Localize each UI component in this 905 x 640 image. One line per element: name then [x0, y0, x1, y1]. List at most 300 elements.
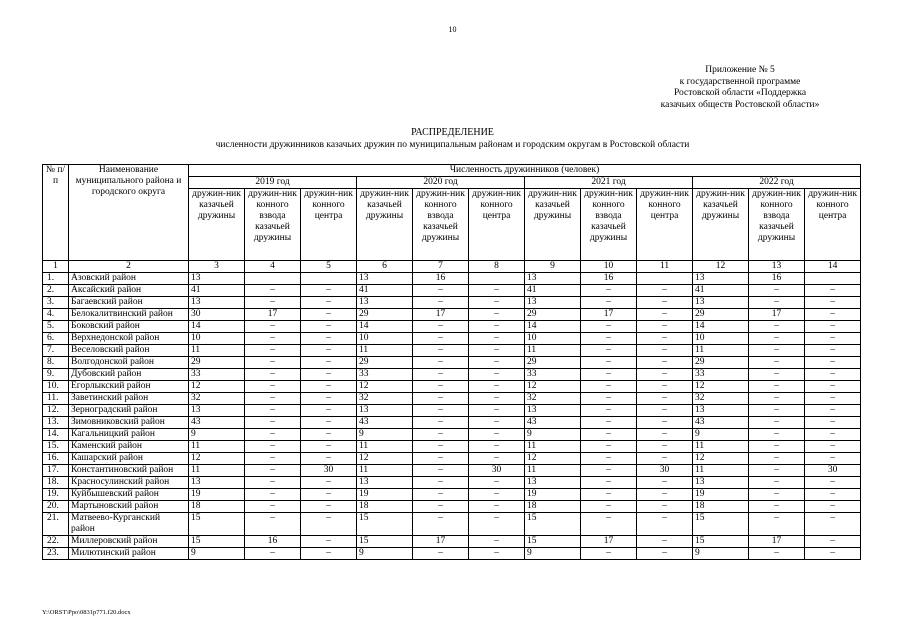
row-value: 19	[693, 489, 749, 501]
row-value: 10	[189, 333, 245, 345]
row-value: 33	[525, 369, 581, 381]
table-row	[43, 548, 861, 560]
row-number: 7.	[43, 345, 69, 357]
row-value: 11	[693, 441, 749, 453]
row-value: –	[301, 357, 357, 369]
row-value: –	[301, 513, 357, 536]
row-value: –	[469, 345, 525, 357]
row-value: –	[637, 345, 693, 357]
row-value: 12	[693, 453, 749, 465]
column-numbering-row	[43, 261, 861, 273]
row-district-name: Зерноградский район	[69, 405, 189, 417]
row-value: –	[637, 513, 693, 536]
row-value: 16	[413, 273, 469, 285]
row-value: 29	[357, 309, 413, 321]
row-value: –	[805, 369, 861, 381]
row-value: 41	[189, 285, 245, 297]
header-year: 2022 год	[693, 177, 861, 189]
row-value: –	[805, 381, 861, 393]
row-value: –	[301, 429, 357, 441]
row-number: 10.	[43, 381, 69, 393]
row-value: 15	[693, 513, 749, 536]
row-value: 12	[525, 453, 581, 465]
row-value: 12	[189, 381, 245, 393]
table-row	[43, 345, 861, 357]
row-value	[637, 273, 693, 285]
row-value: 33	[693, 369, 749, 381]
row-value: –	[413, 369, 469, 381]
row-value: 18	[525, 501, 581, 513]
row-value: –	[413, 333, 469, 345]
row-value: –	[301, 536, 357, 548]
row-number: 22.	[43, 536, 69, 548]
column-number: 13	[749, 261, 805, 273]
row-number: 21.	[43, 513, 69, 536]
row-value: 11	[525, 465, 581, 477]
header-sub: дружин-ник казачьей дружины	[693, 189, 749, 261]
table-row	[43, 536, 861, 548]
row-value: 32	[525, 393, 581, 405]
row-value: 11	[189, 441, 245, 453]
appendix-line: Приложение № 5	[705, 65, 775, 75]
row-value: –	[413, 513, 469, 536]
table-row	[43, 441, 861, 453]
row-value: –	[245, 417, 301, 429]
row-number: 11.	[43, 393, 69, 405]
row-value: –	[749, 513, 805, 536]
row-value: –	[245, 501, 301, 513]
row-value: –	[805, 333, 861, 345]
row-value: –	[749, 369, 805, 381]
row-district-name: Боковский район	[69, 321, 189, 333]
row-value: 13	[189, 405, 245, 417]
table-row	[43, 465, 861, 477]
row-value: –	[413, 489, 469, 501]
row-value: 17	[581, 536, 637, 548]
row-value: –	[805, 501, 861, 513]
row-value: –	[637, 548, 693, 560]
row-value: –	[749, 441, 805, 453]
row-district-name: Милютинский район	[69, 548, 189, 560]
row-value: –	[469, 513, 525, 536]
row-value: 12	[357, 453, 413, 465]
row-value: 30	[805, 465, 861, 477]
row-value: –	[749, 345, 805, 357]
row-value: 11	[357, 465, 413, 477]
row-value: –	[469, 429, 525, 441]
column-number: 7	[413, 261, 469, 273]
row-value: 13	[693, 273, 749, 285]
row-value: 19	[189, 489, 245, 501]
row-value: 32	[189, 393, 245, 405]
row-value: –	[805, 429, 861, 441]
row-value: –	[413, 548, 469, 560]
row-value: –	[245, 357, 301, 369]
column-number: 12	[693, 261, 749, 273]
row-value: –	[413, 285, 469, 297]
row-value: –	[301, 333, 357, 345]
row-value: –	[413, 429, 469, 441]
row-value: 9	[525, 548, 581, 560]
row-value: –	[469, 357, 525, 369]
row-value: –	[805, 548, 861, 560]
row-value: –	[749, 393, 805, 405]
row-value: –	[581, 465, 637, 477]
row-number: 20.	[43, 501, 69, 513]
row-value: 29	[525, 309, 581, 321]
file-path-footer: Y:\ORST\Ppo\0831p771.f20.docx	[42, 609, 131, 616]
column-number: 2	[69, 261, 189, 273]
row-value: –	[805, 417, 861, 429]
row-value: 19	[357, 489, 413, 501]
row-value: 12	[357, 381, 413, 393]
row-value: 29	[693, 309, 749, 321]
appendix-line: Ростовской области «Поддержка	[673, 88, 807, 98]
row-value: 33	[357, 369, 413, 381]
row-value: –	[805, 405, 861, 417]
row-number: 5.	[43, 321, 69, 333]
row-value: 30	[469, 465, 525, 477]
row-value: –	[245, 477, 301, 489]
table-row	[43, 309, 861, 321]
appendix-header	[625, 65, 855, 111]
row-district-name: Заветинский район	[69, 393, 189, 405]
row-value: –	[413, 465, 469, 477]
row-value: –	[469, 453, 525, 465]
row-value: –	[637, 357, 693, 369]
row-value: –	[413, 441, 469, 453]
row-value: –	[245, 441, 301, 453]
column-number: 11	[637, 261, 693, 273]
row-value: –	[581, 333, 637, 345]
row-district-name: Красносулинский район	[69, 477, 189, 489]
row-value: –	[581, 441, 637, 453]
row-number: 12.	[43, 405, 69, 417]
row-value: 15	[189, 513, 245, 536]
row-value: 11	[357, 345, 413, 357]
row-value: –	[301, 453, 357, 465]
table-row	[43, 513, 861, 536]
row-value: 29	[357, 357, 413, 369]
row-value: –	[637, 285, 693, 297]
row-value: –	[805, 453, 861, 465]
row-number: 16.	[43, 453, 69, 465]
row-value: 15	[357, 536, 413, 548]
row-value: –	[301, 477, 357, 489]
row-value: –	[581, 417, 637, 429]
row-value: –	[469, 489, 525, 501]
row-value: –	[581, 489, 637, 501]
row-value: 15	[525, 513, 581, 536]
header-sub: дружин-ник конного центра	[469, 189, 525, 261]
table-row	[43, 381, 861, 393]
row-value: 13	[525, 477, 581, 489]
row-value: 15	[693, 536, 749, 548]
row-value	[805, 273, 861, 285]
row-value: 12	[525, 381, 581, 393]
row-value: –	[637, 297, 693, 309]
row-value: –	[469, 393, 525, 405]
row-value: 16	[749, 273, 805, 285]
row-value: –	[301, 441, 357, 453]
table-body	[43, 261, 861, 560]
row-value: 14	[357, 321, 413, 333]
row-value: –	[805, 393, 861, 405]
header-number: № п/п	[43, 165, 69, 261]
row-value: 43	[525, 417, 581, 429]
header-count: Численность дружинников (человек)	[189, 165, 861, 177]
column-number: 1	[43, 261, 69, 273]
table-row	[43, 417, 861, 429]
row-value: 10	[525, 333, 581, 345]
row-district-name: Дубовский район	[69, 369, 189, 381]
table-row	[43, 273, 861, 285]
row-value: 17	[581, 309, 637, 321]
row-number: 9.	[43, 369, 69, 381]
row-value: –	[805, 345, 861, 357]
row-value: 18	[357, 501, 413, 513]
row-value: 17	[245, 309, 301, 321]
row-value: 16	[581, 273, 637, 285]
row-value: –	[637, 489, 693, 501]
row-value: –	[301, 489, 357, 501]
row-value: –	[637, 501, 693, 513]
row-value: 14	[525, 321, 581, 333]
row-value: 43	[189, 417, 245, 429]
row-district-name: Мартыновский район	[69, 501, 189, 513]
row-value: –	[805, 441, 861, 453]
row-value: –	[301, 405, 357, 417]
row-district-name: Куйбышевский район	[69, 489, 189, 501]
row-value: –	[805, 321, 861, 333]
row-number: 23.	[43, 548, 69, 560]
row-value: –	[749, 501, 805, 513]
row-value: 9	[693, 548, 749, 560]
row-value: 15	[189, 536, 245, 548]
distribution-table	[42, 164, 861, 560]
row-value: 11	[693, 345, 749, 357]
row-number: 1.	[43, 273, 69, 285]
row-value: 13	[357, 477, 413, 489]
row-value: 9	[357, 429, 413, 441]
row-value: –	[413, 393, 469, 405]
row-value: –	[749, 465, 805, 477]
row-value: –	[413, 405, 469, 417]
row-district-name: Кашарский район	[69, 453, 189, 465]
row-value: 17	[749, 536, 805, 548]
row-value: 13	[357, 405, 413, 417]
row-value: –	[245, 381, 301, 393]
row-value: –	[749, 405, 805, 417]
row-value: –	[301, 417, 357, 429]
row-value: –	[413, 345, 469, 357]
row-value: –	[469, 297, 525, 309]
row-value: 29	[693, 357, 749, 369]
header-sub: дружин-ник конного взвода казачьей дружины	[413, 189, 469, 261]
row-value: –	[469, 477, 525, 489]
row-value: 16	[245, 536, 301, 548]
row-value: –	[637, 309, 693, 321]
row-number: 4.	[43, 309, 69, 321]
row-value: –	[469, 536, 525, 548]
row-value: –	[581, 548, 637, 560]
header-name: Наименование муниципального района и городского округа	[69, 165, 189, 261]
row-value: 11	[693, 465, 749, 477]
row-value: –	[749, 548, 805, 560]
row-value: –	[637, 321, 693, 333]
row-district-name: Багаевский район	[69, 297, 189, 309]
row-value: –	[469, 333, 525, 345]
column-number: 3	[189, 261, 245, 273]
row-value: –	[245, 297, 301, 309]
row-value: 29	[525, 357, 581, 369]
row-value: –	[413, 501, 469, 513]
row-value: 29	[189, 357, 245, 369]
column-number: 5	[301, 261, 357, 273]
row-value: 10	[357, 333, 413, 345]
row-value: –	[469, 441, 525, 453]
row-value: –	[749, 297, 805, 309]
row-value: –	[581, 321, 637, 333]
row-number: 2.	[43, 285, 69, 297]
header-sub: дружин-ник казачьей дружины	[525, 189, 581, 261]
row-value: –	[581, 357, 637, 369]
row-number: 17.	[43, 465, 69, 477]
row-value: –	[469, 548, 525, 560]
row-value: 30	[301, 465, 357, 477]
row-value: 13	[525, 273, 581, 285]
row-value: –	[469, 381, 525, 393]
row-value: –	[245, 453, 301, 465]
row-value: –	[637, 417, 693, 429]
row-value: 11	[525, 345, 581, 357]
row-value	[301, 273, 357, 285]
row-value: –	[245, 489, 301, 501]
row-value: 12	[189, 453, 245, 465]
row-value: –	[469, 501, 525, 513]
row-district-name: Волгодонской район	[69, 357, 189, 369]
row-value: –	[245, 405, 301, 417]
table-row	[43, 369, 861, 381]
row-value: –	[581, 381, 637, 393]
row-value: –	[301, 393, 357, 405]
row-value: –	[245, 393, 301, 405]
row-value: 13	[525, 297, 581, 309]
row-value: –	[469, 417, 525, 429]
table-row	[43, 501, 861, 513]
row-value: –	[245, 513, 301, 536]
row-value	[469, 273, 525, 285]
row-value: –	[637, 393, 693, 405]
row-district-name: Каменский район	[69, 441, 189, 453]
table-row	[43, 405, 861, 417]
row-value: –	[245, 345, 301, 357]
row-value: –	[301, 309, 357, 321]
header-year: 2021 год	[525, 177, 693, 189]
header-sub: дружин-ник конного взвода казачьей дружины	[749, 189, 805, 261]
table-row	[43, 477, 861, 489]
row-value: 13	[693, 405, 749, 417]
header-sub: дружин-ник конного взвода казачьей дружины	[245, 189, 301, 261]
row-value: –	[805, 285, 861, 297]
row-value: 19	[525, 489, 581, 501]
table-row	[43, 333, 861, 345]
row-value: –	[749, 477, 805, 489]
row-district-name: Константиновский район	[69, 465, 189, 477]
row-value: –	[581, 285, 637, 297]
row-district-name: Веселовский район	[69, 345, 189, 357]
row-value: 9	[525, 429, 581, 441]
row-value: –	[581, 369, 637, 381]
row-value: 9	[693, 429, 749, 441]
row-value: 13	[525, 405, 581, 417]
row-value: –	[245, 548, 301, 560]
row-value: –	[637, 405, 693, 417]
table-row	[43, 393, 861, 405]
row-value: –	[581, 345, 637, 357]
column-number: 4	[245, 261, 301, 273]
row-value: 32	[693, 393, 749, 405]
row-value: –	[637, 477, 693, 489]
row-value: 13	[189, 297, 245, 309]
row-value: –	[581, 453, 637, 465]
row-value: –	[301, 548, 357, 560]
row-value: –	[749, 429, 805, 441]
row-value: 9	[189, 548, 245, 560]
row-value: –	[301, 321, 357, 333]
row-value: –	[749, 357, 805, 369]
row-value: 13	[189, 273, 245, 285]
row-value	[245, 273, 301, 285]
document-title: РАСПРЕДЕЛЕНИЕ	[411, 127, 494, 138]
row-value: –	[637, 441, 693, 453]
column-number: 10	[581, 261, 637, 273]
column-number: 9	[525, 261, 581, 273]
row-value: 11	[525, 441, 581, 453]
row-value: –	[413, 357, 469, 369]
row-value: –	[413, 321, 469, 333]
row-value: –	[749, 285, 805, 297]
row-value: 9	[357, 548, 413, 560]
row-value: 13	[189, 477, 245, 489]
table-row	[43, 285, 861, 297]
row-district-name: Аксайский район	[69, 285, 189, 297]
row-value: 30	[637, 465, 693, 477]
row-value: 43	[693, 417, 749, 429]
row-number: 15.	[43, 441, 69, 453]
row-value: 43	[357, 417, 413, 429]
row-value: 14	[189, 321, 245, 333]
row-value: 41	[357, 285, 413, 297]
row-value: 33	[189, 369, 245, 381]
row-value: –	[749, 417, 805, 429]
row-value: –	[413, 477, 469, 489]
header-sub: дружин-ник конного центра	[637, 189, 693, 261]
table-row	[43, 297, 861, 309]
row-value: 18	[693, 501, 749, 513]
row-value: –	[301, 381, 357, 393]
row-value: 13	[357, 297, 413, 309]
row-value: –	[637, 429, 693, 441]
row-value: –	[301, 297, 357, 309]
row-value: 9	[189, 429, 245, 441]
row-value: 30	[189, 309, 245, 321]
header-sub: дружин-ник казачьей дружины	[189, 189, 245, 261]
header-sub: дружин-ник конного центра	[301, 189, 357, 261]
row-value: –	[469, 309, 525, 321]
row-value: –	[301, 501, 357, 513]
row-value: –	[637, 333, 693, 345]
